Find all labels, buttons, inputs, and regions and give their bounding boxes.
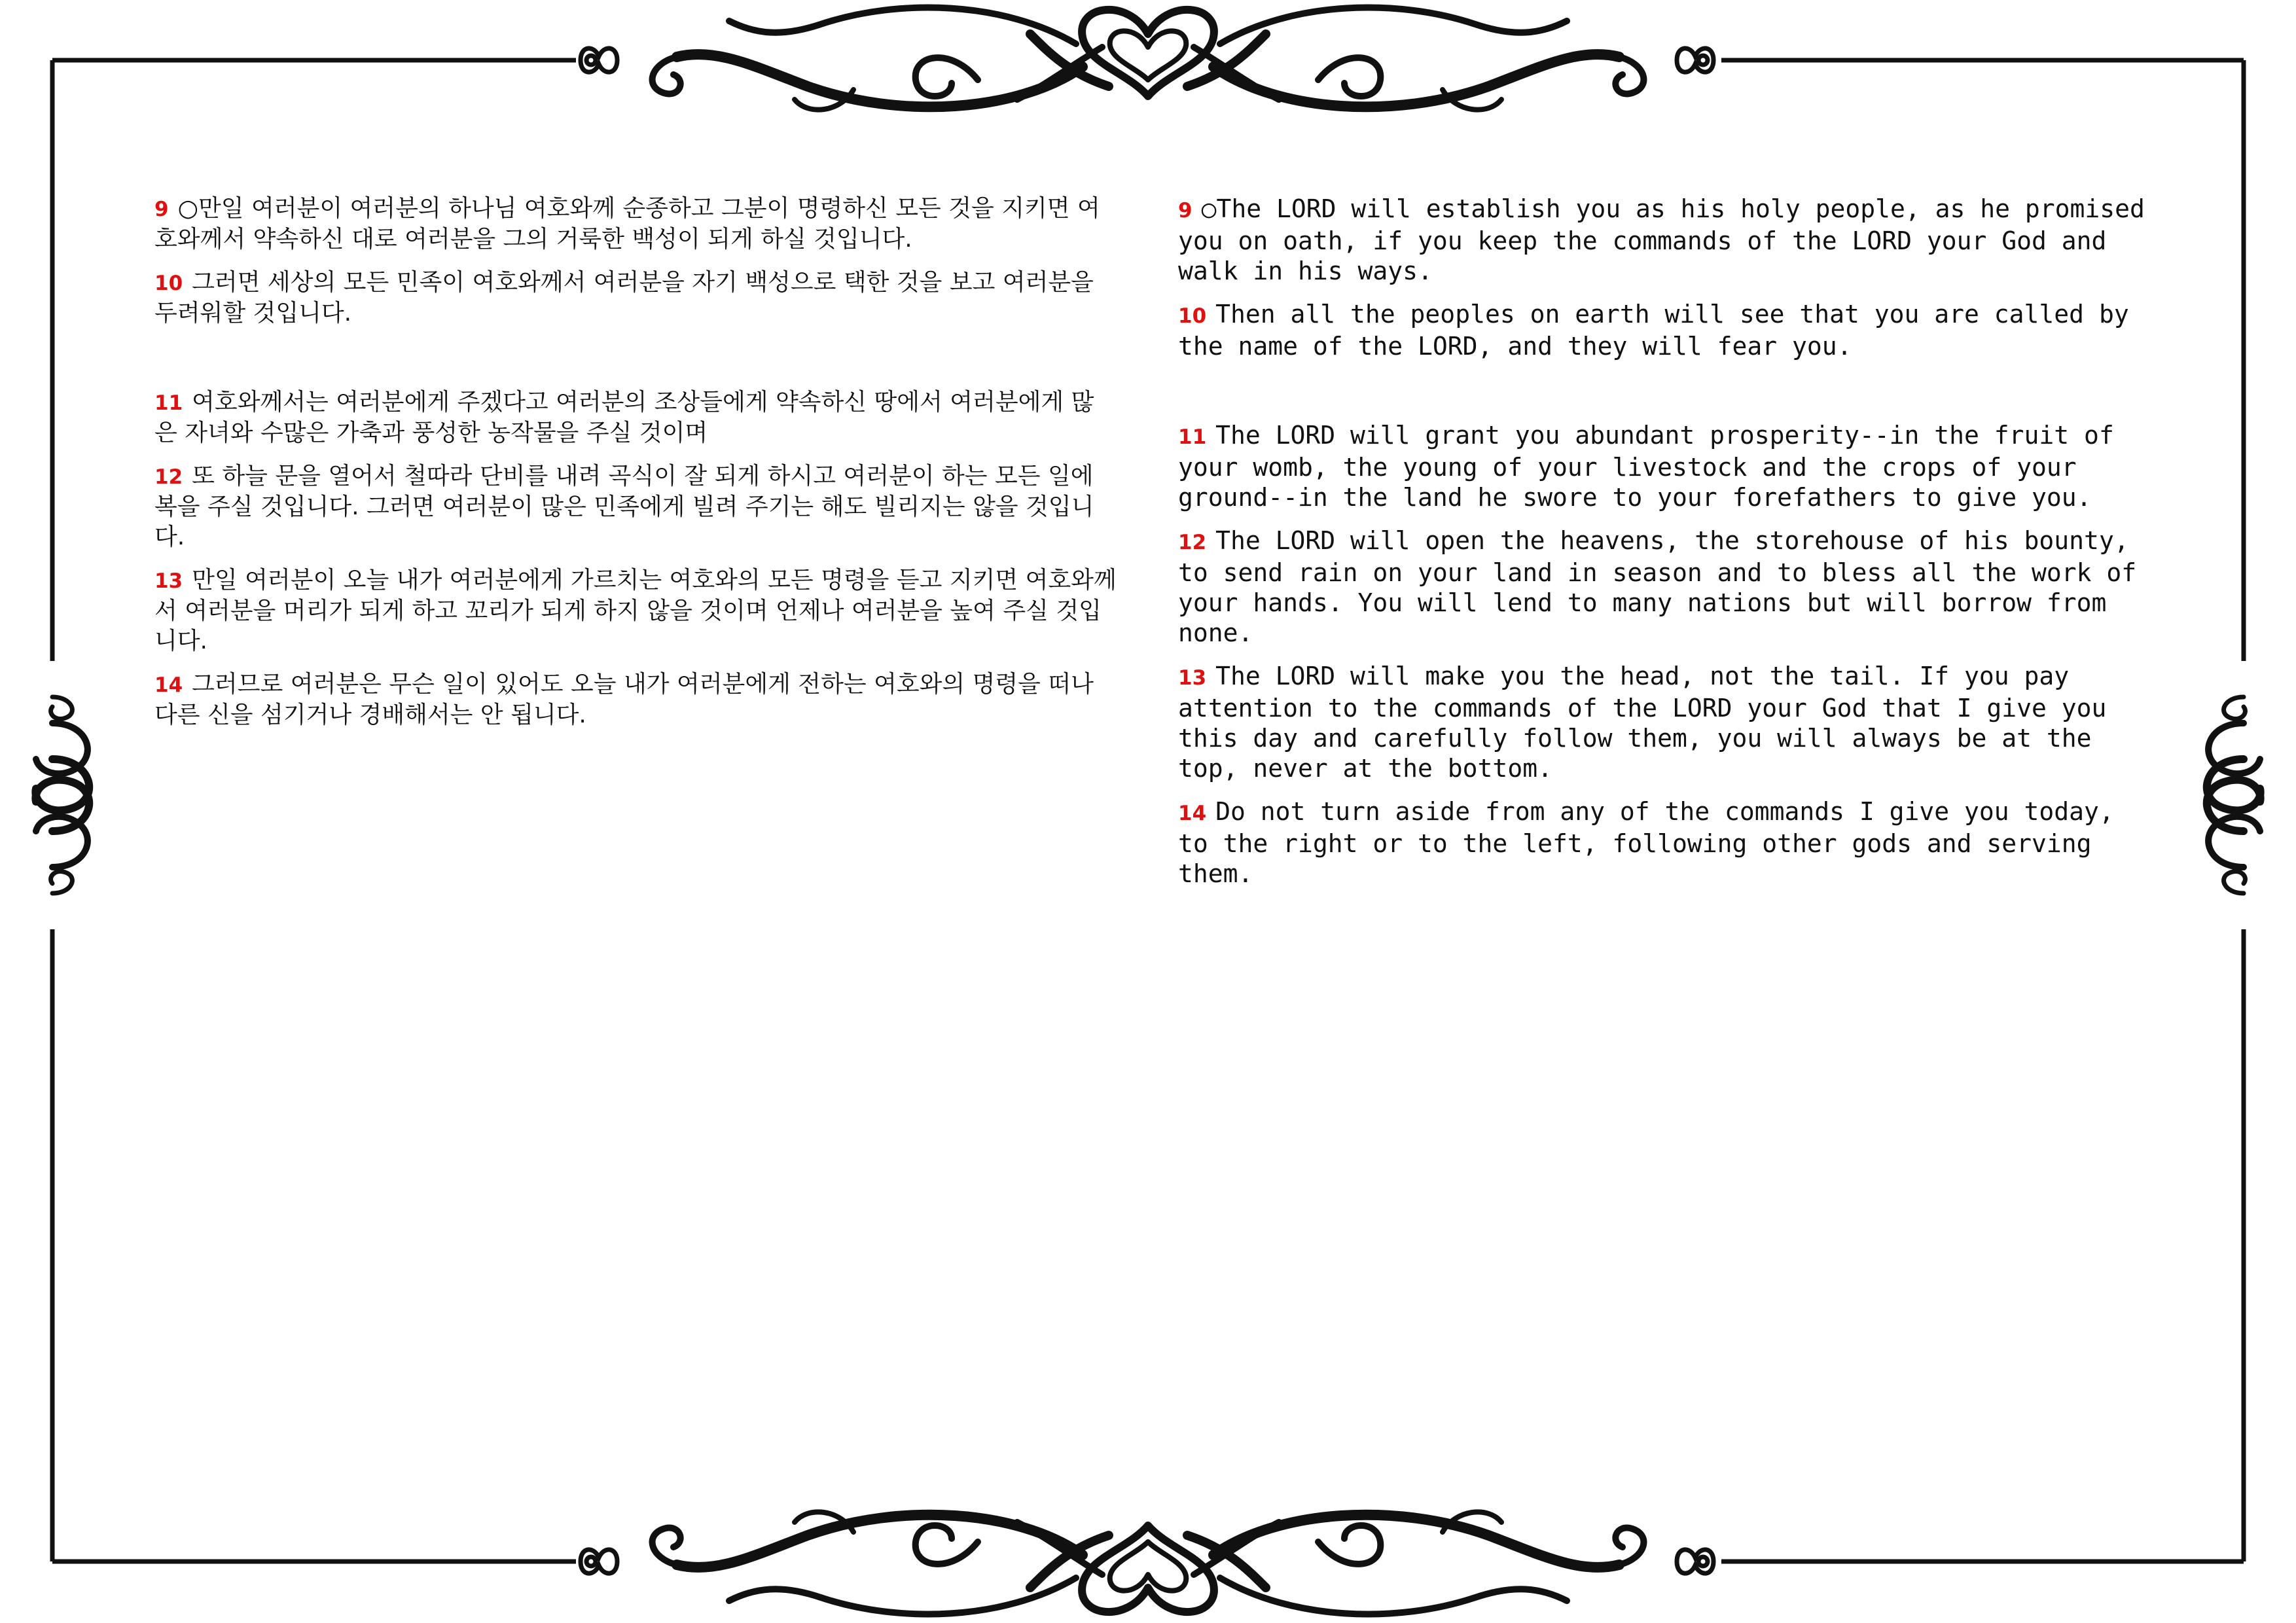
right-ornament xyxy=(2207,697,2261,893)
english-verse-10 xyxy=(1178,299,2147,361)
verse-text: 그러므로 여러분은 무슨 일이 있어도 오늘 내가 여러분에게 전하는 여호와의 명령을 떠나 다른 신을 섬기거나 경배해서는 안 됩니다. xyxy=(154,671,1094,728)
verse-number: 12 xyxy=(154,465,183,489)
korean-verse-13 xyxy=(154,565,1117,656)
verse-number: 10 xyxy=(1178,304,1207,328)
korean-verse-14 xyxy=(154,669,1117,730)
korean-verse-11 xyxy=(154,387,1117,448)
verse-text: The LORD will make you the head, not the tail. If you pay attention to the commands of the LORD your God that I give you this day and carefully follow them, you will always be at the top, never at the bottom. xyxy=(1178,662,2107,783)
korean-verse-10 xyxy=(154,268,1117,329)
english-verse-13 xyxy=(1178,661,2147,783)
verse-text: Do not turn aside from any of the commands I give you today, to the right or to the left, following other gods and serving them. xyxy=(1178,797,2114,888)
english-verse-9 xyxy=(1178,194,2147,286)
korean-verse-9 xyxy=(154,194,1117,255)
bottom-ornament xyxy=(581,1512,1713,1614)
verse-number: 10 xyxy=(154,272,183,295)
english-verse-11 xyxy=(1178,420,2147,512)
verse-text: The LORD will grant you abundant prosperity--in the fruit of your womb, the young of your livestock and the crops of your ground--in the land he swore to your forefathers to give you. xyxy=(1178,421,2114,512)
left-ornament xyxy=(35,697,89,893)
korean-verse-12 xyxy=(154,461,1117,552)
verse-text: 만일 여러분이 오늘 내가 여러분에게 가르치는 여호와의 모든 명령을 듣고 지키면 여호와께서 여러분을 머리가 되게 하고 꼬리가 되게 하지 않을 것이며 언제나 여러분을 높여 주실 것입니다. xyxy=(154,567,1117,654)
korean-text-column xyxy=(154,194,1117,743)
verse-number: 14 xyxy=(154,673,183,697)
verse-text: ○만일 여러분이 여러분의 하나님 여호와께 순종하고 그분이 명령하신 모든 것을 지키면 여호와께서 약속하신 대로 여러분을 그의 거룩한 백성이 되게 하실 것입니다. xyxy=(154,195,1100,253)
verse-text: 그러면 세상의 모든 민족이 여호와께서 여러분을 자기 백성으로 택한 것을 보고 여러분을 두려워할 것입니다. xyxy=(154,269,1094,327)
verse-text: The LORD will open the heavens, the storehouse of his bounty, to send rain on your land in season and to bless all the work of your hands. You will lend to many nations but will borrow from none. xyxy=(1178,526,2137,647)
top-ornament xyxy=(581,8,1713,110)
english-verse-12 xyxy=(1178,526,2147,648)
verse-text: 또 하늘 문을 열어서 철따라 단비를 내려 곡식이 잘 되게 하시고 여러분이 하는 모든 일에 복을 주실 것입니다. 그러면 여러분이 많은 민족에게 빌려 주기는 해도 빌리지는 않을 것입니다. xyxy=(154,463,1094,550)
verse-text: Then all the peoples on earth will see that you are called by the name of the LORD, and they will fear you. xyxy=(1178,300,2129,361)
verse-number: 11 xyxy=(154,391,183,415)
english-verse-14 xyxy=(1178,796,2147,889)
verse-number: 9 xyxy=(1178,199,1193,223)
verse-number: 13 xyxy=(1178,666,1207,690)
verse-number: 9 xyxy=(154,198,169,221)
verse-number: 11 xyxy=(1178,425,1207,449)
verse-text: ○The LORD will establish you as his holy people, as he promised you on oath, if you keep the commands of the LORD your God and walk in his ways. xyxy=(1178,194,2145,285)
english-text-column xyxy=(1178,194,2147,902)
verse-number: 12 xyxy=(1178,531,1207,554)
verse-number: 13 xyxy=(154,569,183,593)
verse-number: 14 xyxy=(1178,802,1207,825)
verse-text: 여호와께서는 여러분에게 주겠다고 여러분의 조상들에게 약속하신 땅에서 여러분에게 많은 자녀와 수많은 가축과 풍성한 농작물을 주실 것이며 xyxy=(154,389,1094,446)
